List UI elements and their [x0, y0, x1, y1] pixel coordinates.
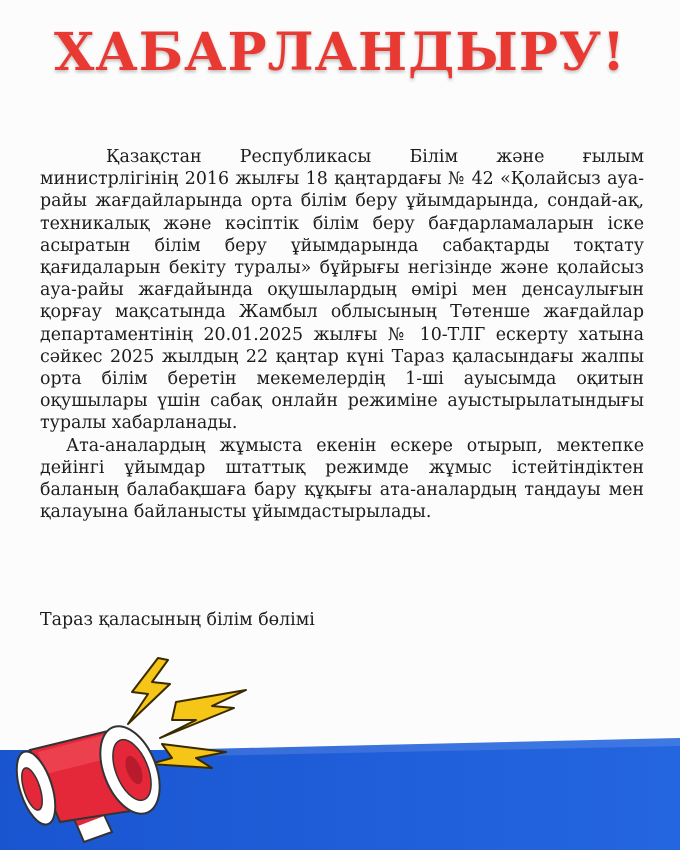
announcement-paragraph-2: Ата-аналардың жұмыста екенін ескере отырып, мектепке дейінгі ұйымдар штаттық режимде жұмыс істейтіндіктен баланың балабақшаға бару құқығы ата-аналардың таңдауы мен қалауына байланысты ұйымдастырылады. — [40, 435, 644, 523]
megaphone-icon — [0, 640, 280, 850]
announcement-body — [40, 146, 644, 523]
announcement-paragraph-1: Қазақстан Республикасы Білім және ғылым министрлігінің 2016 жылғы 18 қаңтардағы № 42 «Қолайсыз ауа-райы жағдайларында орта білім беру ұйымдарында, сондай-ақ, техникалық және кәсіптік білім беру бағдарламаларын іске асыратын білім беру ұйымдарында сабақтарды тоқтату қағидаларын бекіту туралы» бұйрығы негізінде және қолайсыз ауа-райы жағдайында оқушылардың өмірі мен денсаулығын қорғау мақсатында Жамбыл облысының Төтенше жағдайлар департаментінің 20.01.2025 жылғы № 10-ТЛГ ескерту хатына сәйкес 2025 жылдың 22 қаңтар күні Тараз қаласындағы жалпы орта білім беретін мекемелердің 1-ші ауысымда оқитын оқушылары үшін сабақ онлайн режиміне ауыстырылатындығы туралы хабарланады. — [40, 147, 644, 434]
signature: Тараз қаласының білім бөлімі — [40, 610, 315, 630]
announcement-title: ХАБАРЛАНДЫРУ! — [54, 22, 626, 83]
